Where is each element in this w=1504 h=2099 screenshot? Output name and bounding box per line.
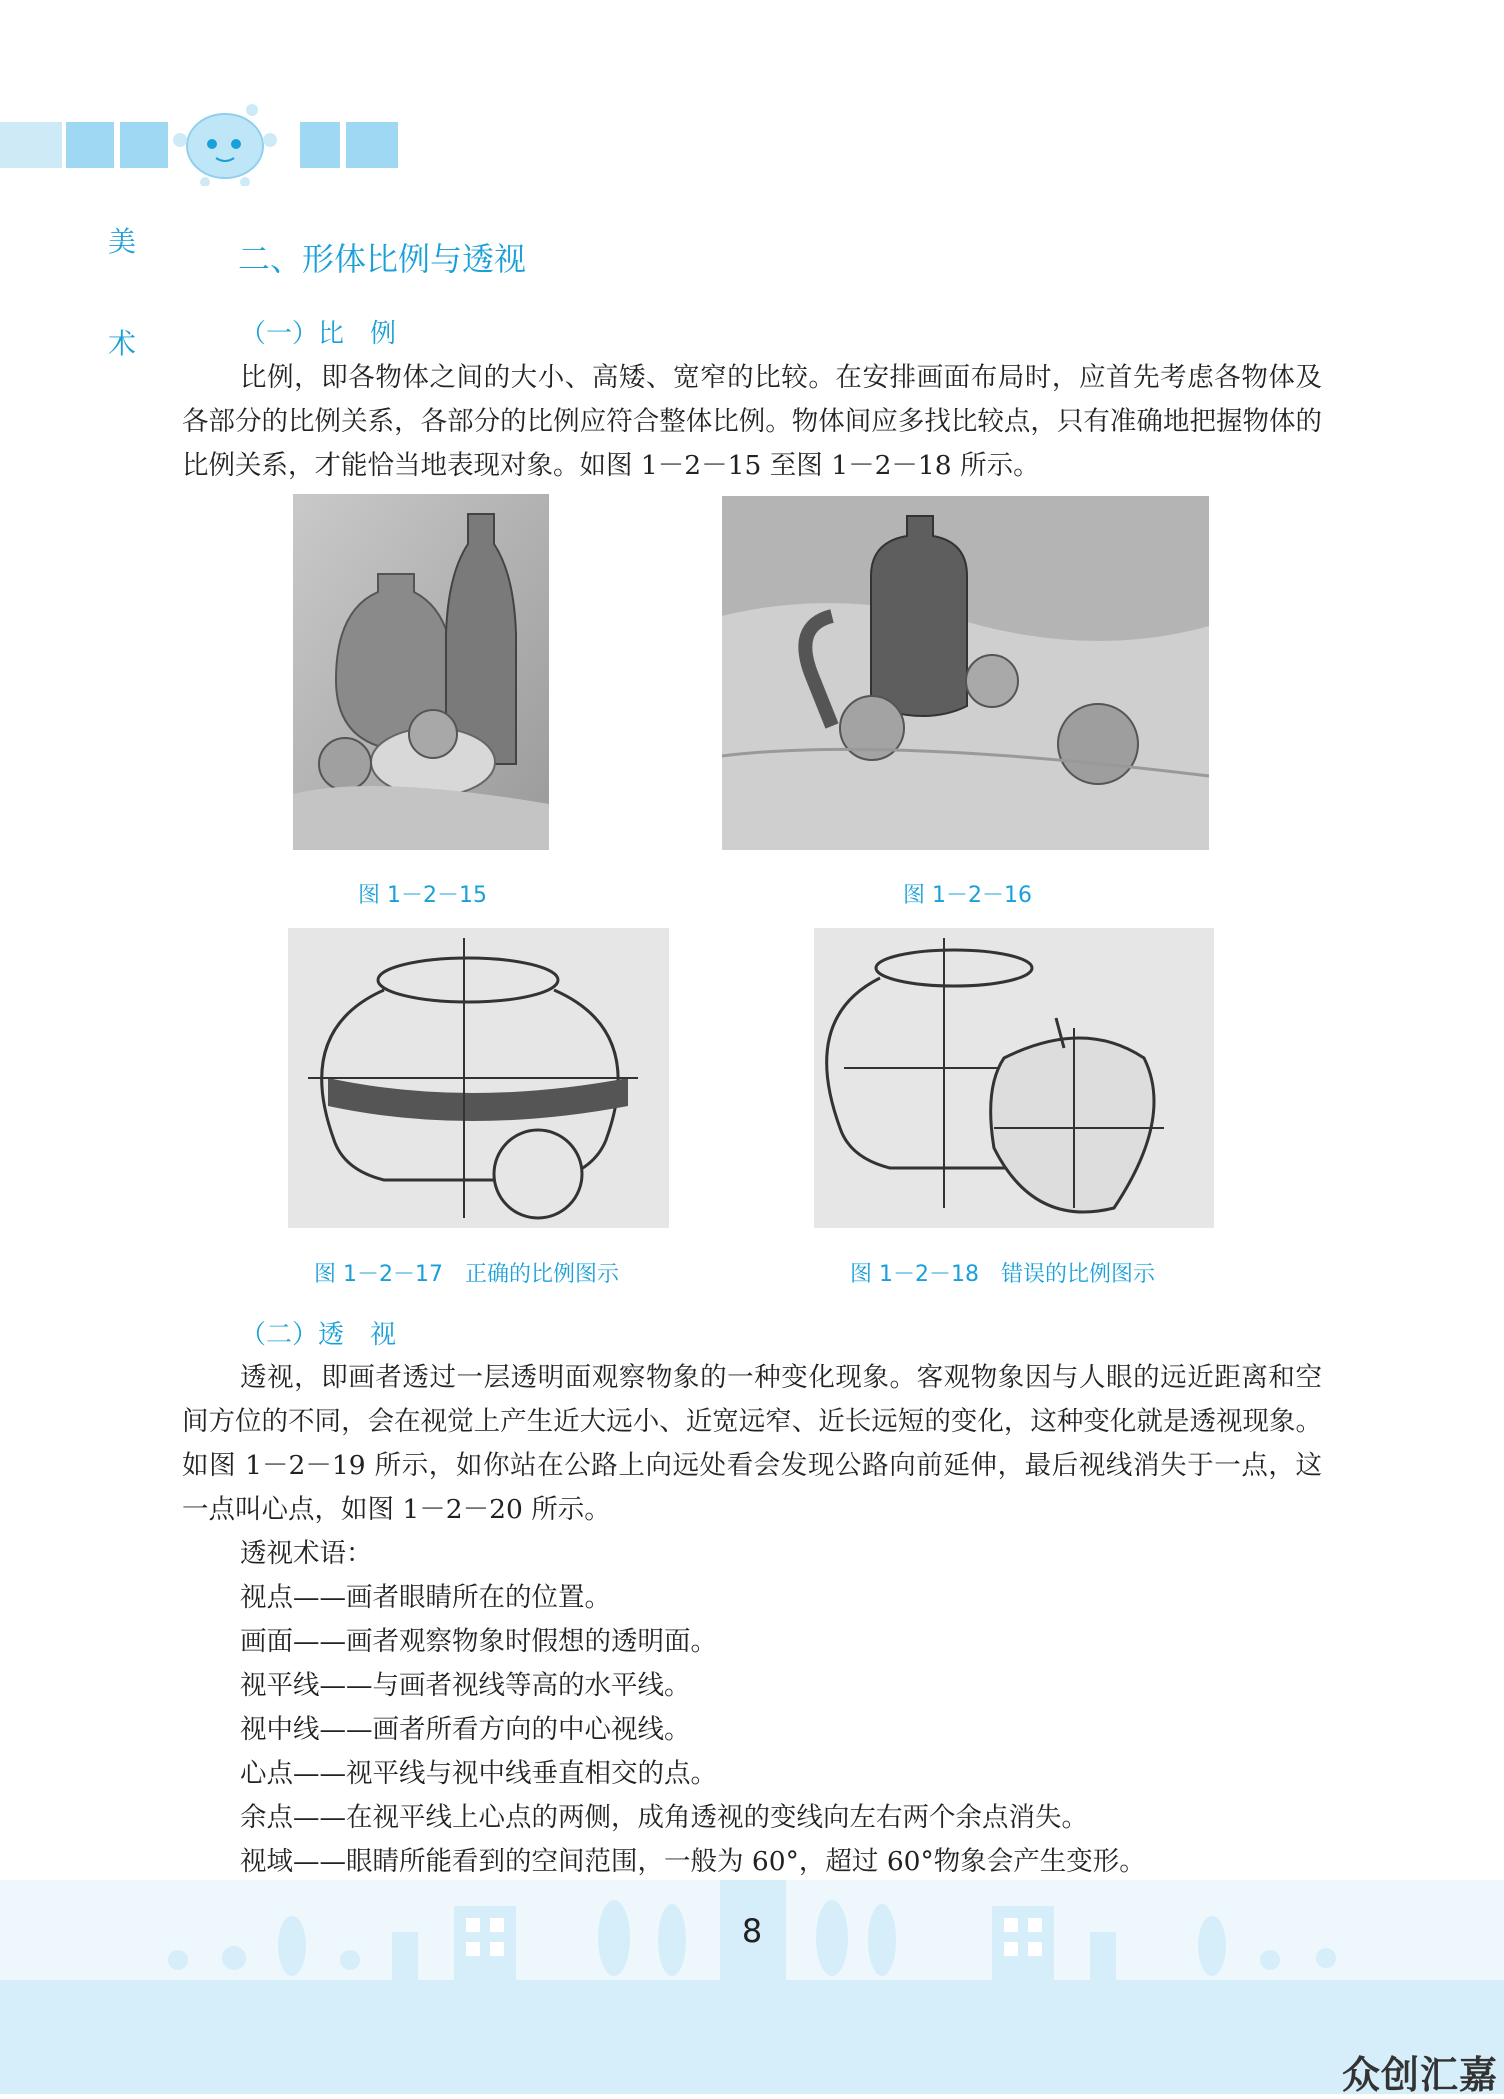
page-number: 8 xyxy=(741,1912,763,1950)
figure-1-2-17-caption: 图 1－2－17 正确的比例图示 xyxy=(314,1262,619,1287)
figure-1-2-16-caption: 图 1－2－16 xyxy=(903,883,1032,908)
term-center-line: 视中线——画者所看方向的中心视线。 xyxy=(240,1714,691,1745)
sidebar-char-2: 术 xyxy=(108,327,137,360)
figure-1-2-15-caption: 图 1－2－15 xyxy=(358,883,487,908)
figure-1-2-17-image xyxy=(288,928,669,1228)
section-title: 二、形体比例与透视 xyxy=(238,240,527,278)
terms-heading: 透视术语： xyxy=(240,1538,373,1569)
subsection-title-proportion: （一）比 例 xyxy=(240,319,397,349)
figure-1-2-18-caption: 图 1－2－18 错误的比例图示 xyxy=(850,1262,1155,1287)
proportion-text: 比例，即各物体之间的大小、高矮、宽窄的比较。在安排画面布局时，应首先考虑各物体及各部分的比例关系，各部分的比例应符合整体比例。物体间应多找比较点，只有准确地把握物体的比例关系，才能恰当地表现对象。如图 1－2－15 至图 1－2－18 所示。 xyxy=(182,362,1322,481)
term-picture-plane: 画面——画者观察物象时假想的透明面。 xyxy=(240,1626,717,1657)
term-vanishing-point: 余点——在视平线上心点的两侧，成角透视的变线向左右两个余点消失。 xyxy=(240,1802,1088,1833)
term-center-point: 心点——视平线与视中线垂直相交的点。 xyxy=(240,1758,717,1789)
mascot-icon xyxy=(160,100,290,186)
figure-1-2-15-image xyxy=(293,494,549,850)
perspective-text: 透视，即画者透过一层透明面观察物象的一种变化现象。客观物象因与人眼的远近距离和空间方位的不同，会在视觉上产生近大远小、近宽远窄、近长远短的变化，这种变化就是透视现象。如图 1－2－19 所示，如你站在公路上向远处看会发现公路向前延伸，最后视线消失于一点，这一点叫心点，如图 1－2－20 所示。 xyxy=(182,1362,1322,1525)
sidebar-char-1: 美 xyxy=(108,225,137,258)
brand-watermark: 众创汇嘉 xyxy=(1341,2053,1498,2097)
perspective-paragraph xyxy=(182,1356,1322,1532)
header-decoration xyxy=(0,100,398,180)
subsection-title-perspective: （二）透 视 xyxy=(240,1320,397,1350)
term-viewpoint: 视点——画者眼睛所在的位置。 xyxy=(240,1582,611,1613)
term-field-of-view: 视域——眼睛所能看到的空间范围，一般为 60°，超过 60°物象会产生变形。 xyxy=(240,1846,1146,1877)
term-horizon-line: 视平线——与画者视线等高的水平线。 xyxy=(240,1670,691,1701)
proportion-paragraph xyxy=(182,356,1322,488)
figure-1-2-18-image xyxy=(814,928,1214,1228)
figure-1-2-16-image xyxy=(722,496,1209,850)
